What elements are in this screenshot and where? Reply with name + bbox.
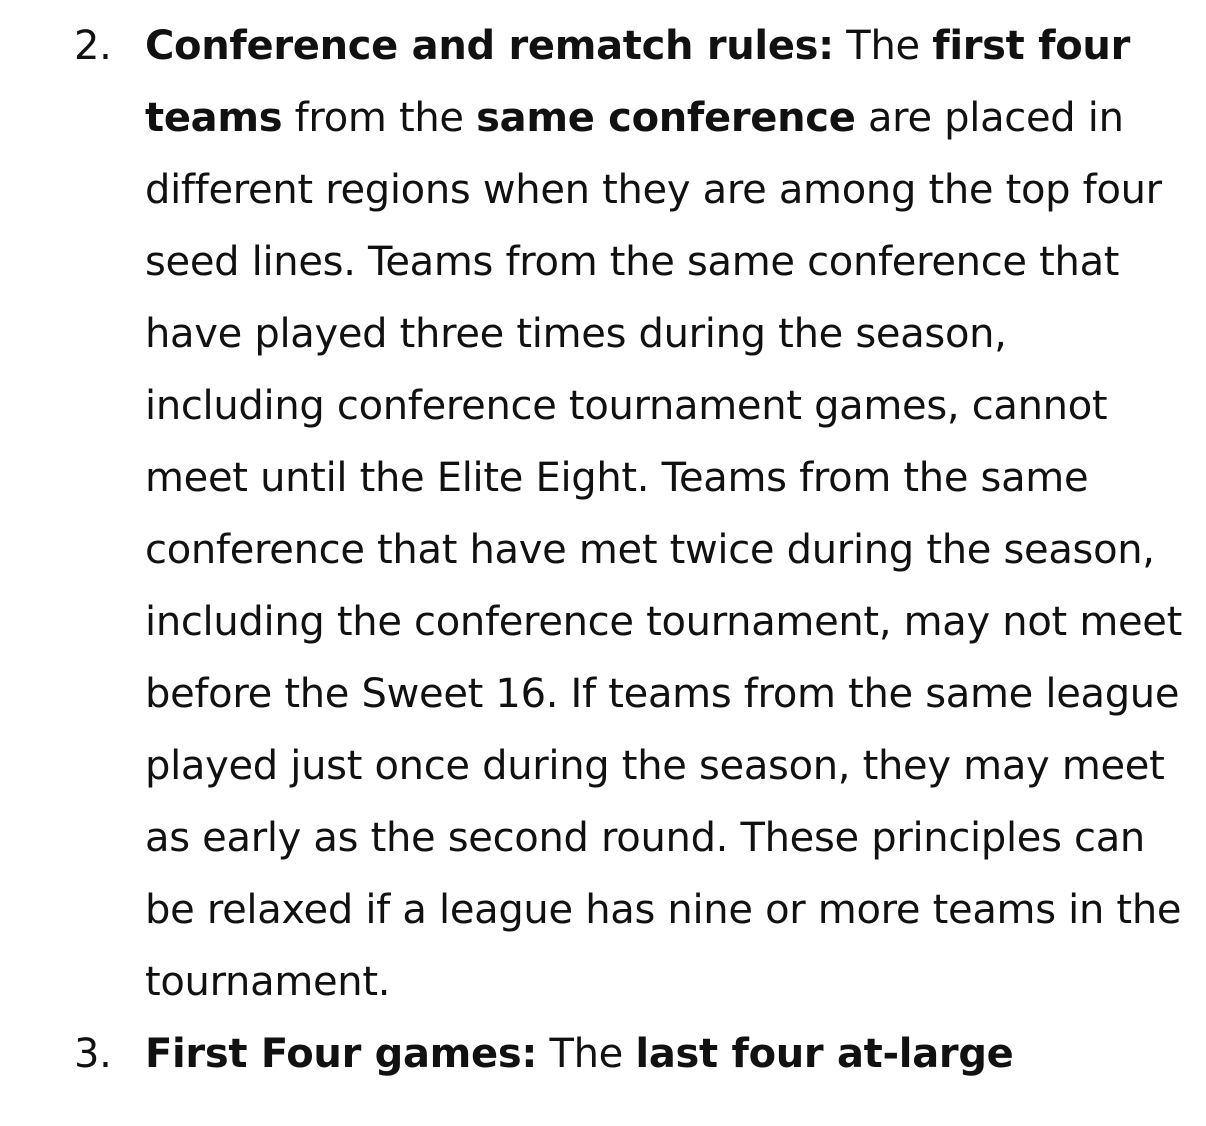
rule-item-3 <box>0 1018 1206 1090</box>
rules-list <box>0 10 1206 1090</box>
rule-heading: Conference and rematch rules: <box>145 23 834 69</box>
rule-heading: First Four games: <box>145 1031 538 1077</box>
rule-text <box>145 23 1182 1005</box>
rule-text-segment: from the <box>282 95 477 141</box>
rule-emphasis: last four at-large <box>635 1031 1014 1077</box>
rule-number: 3. <box>74 1031 112 1077</box>
rule-text <box>145 1031 1013 1077</box>
rule-text-segment: The <box>833 23 933 69</box>
rule-text-segment: The <box>537 1031 636 1077</box>
rule-emphasis: first four teams <box>145 23 1131 141</box>
rule-text-segment: are placed in different regions when they are among the top four seed lines. Teams from the same conference that have played three times during the season, including conference tournament games, cannot meet until the Elite Eight. Teams from the same conference that have met twice during the season, including the conference tournament, may not meet before the Sweet 16. If teams from the same league played just once during the season, they may meet as early as the second round. These principles can be relaxed if a league has nine or more teams in the tournament. <box>145 95 1182 1005</box>
rule-emphasis: same conference <box>476 95 856 141</box>
rule-item-2 <box>0 10 1206 1018</box>
rule-number: 2. <box>74 23 112 69</box>
